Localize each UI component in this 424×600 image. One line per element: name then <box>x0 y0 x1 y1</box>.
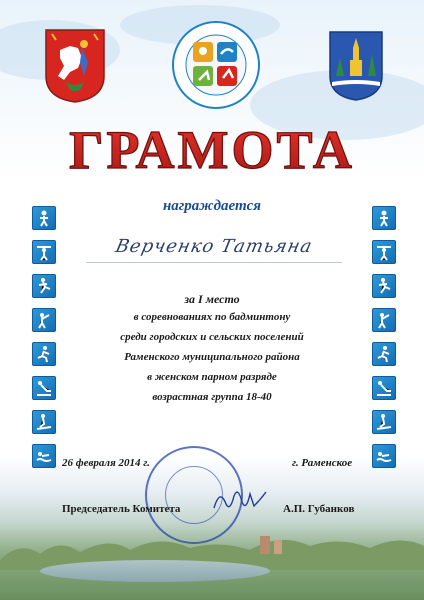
tennis-icon <box>372 308 396 332</box>
skiing-icon <box>32 410 56 434</box>
weightlifting-icon <box>32 240 56 264</box>
category-line: в женском парном разряде <box>147 371 277 383</box>
running-icon <box>32 342 56 366</box>
moscow-region-emblem <box>44 28 106 104</box>
signature <box>210 482 270 516</box>
name-underline <box>86 262 342 263</box>
issue-city: г. Раменское <box>292 457 353 469</box>
certificate-title-text: ГРАМОТА <box>69 120 355 180</box>
hurdles-icon <box>372 274 396 298</box>
skiing-icon <box>372 410 396 434</box>
boxing-icon <box>32 206 56 230</box>
chairman-name: А.П. Губанков <box>283 503 355 515</box>
diving-icon <box>32 376 56 400</box>
right-sports-icons <box>372 206 396 478</box>
hurdles-icon <box>32 274 56 298</box>
tennis-icon <box>32 308 56 332</box>
running-icon <box>372 342 396 366</box>
diving-icon <box>372 376 396 400</box>
chairman-title: Председатель Комитета <box>62 503 181 515</box>
weightlifting-icon <box>372 240 396 264</box>
swimming-icon <box>372 444 396 468</box>
left-sports-icons <box>32 206 56 478</box>
ramenskoye-emblem <box>328 30 384 102</box>
sport-committee-logo <box>171 20 261 110</box>
swimming-icon <box>32 444 56 468</box>
age-group-line: возрастная группа 18-40 <box>152 391 272 403</box>
awarded-label: награждается <box>162 198 262 214</box>
district-line: Раменского муниципального района <box>124 351 300 363</box>
pond <box>40 560 270 582</box>
certificate-title <box>40 118 384 180</box>
issue-date: 26 февраля 2014 г. <box>62 457 150 469</box>
recipient-name: Верченко Татьяна <box>113 236 315 257</box>
boxing-icon <box>372 206 396 230</box>
place-line: за I место <box>184 292 240 306</box>
participants-line: среди городских и сельских поселений <box>120 331 304 343</box>
competition-line: в соревнованиях по бадминтону <box>133 311 291 323</box>
